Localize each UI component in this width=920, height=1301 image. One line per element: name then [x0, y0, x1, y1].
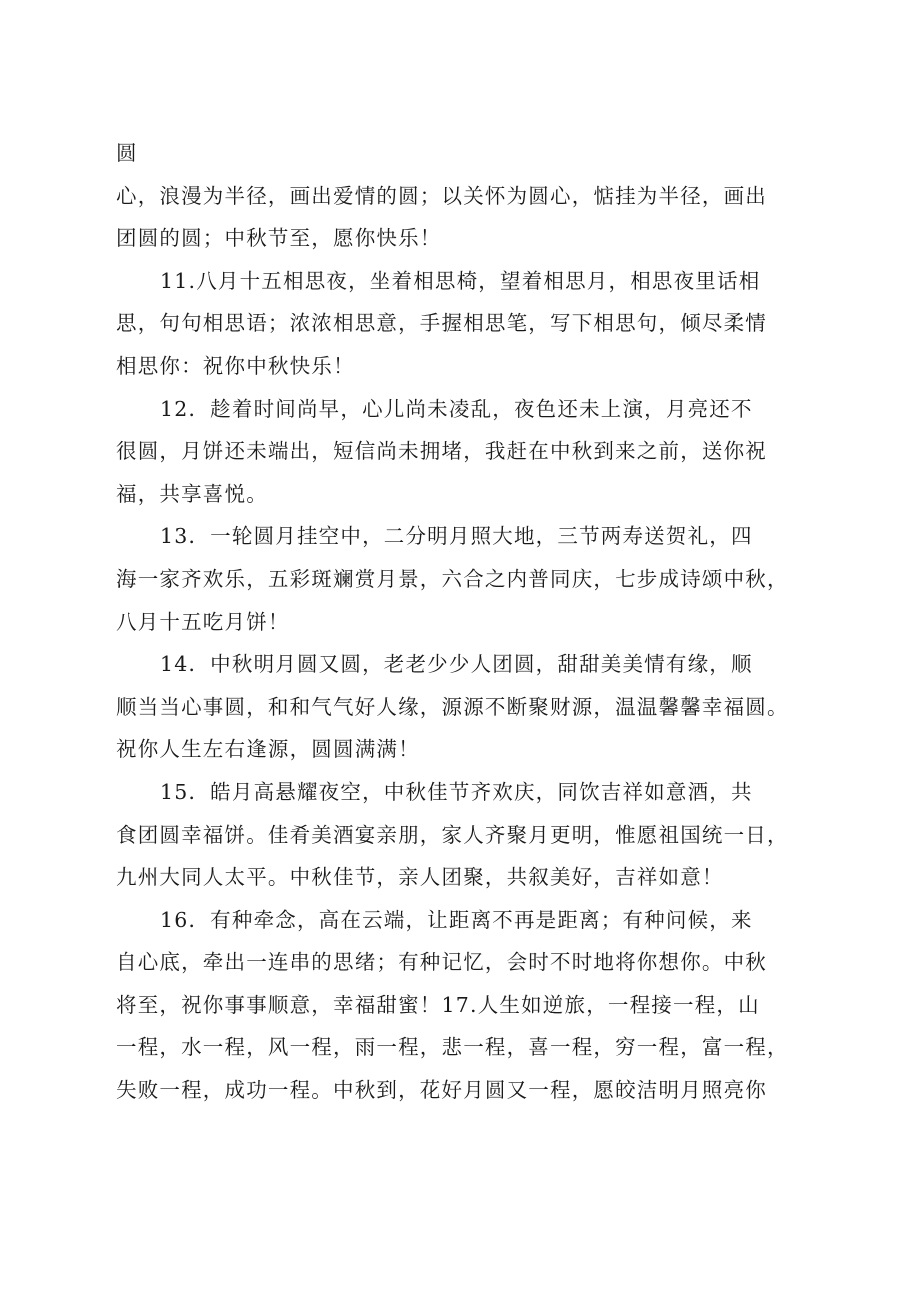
text-line: 顺当当心事圆，和和气气好人缘，源源不断聚财源，温温馨馨幸福圆。: [116, 694, 789, 719]
paragraph-15-first-line: 15．皓月高悬耀夜空，中秋佳节齐欢庆，同饮吉祥如意酒，共: [160, 779, 753, 804]
text-line: 失败一程，成功一程。中秋到，花好月圆又一程，愿皎洁明月照亮你: [116, 1078, 767, 1103]
paragraph-13-first-line: 13．一轮圆月挂空中，二分明月照大地，三节两寿送贺礼，四: [160, 524, 753, 549]
text-line: 九州大同人太平。中秋佳节，亲人团聚，共叙美好，吉祥如意！: [116, 865, 724, 890]
text-line: 将至，祝你事事顺意，幸福甜蜜！17.人生如逆旅，一程接一程，山: [116, 992, 760, 1017]
text-line: 自心底，牵出一连串的思绪；有种记忆，会时不时地将你想你。中秋: [116, 950, 767, 975]
text-line: 思，句句相思语；浓浓相思意，手握相思笔，写下相思句，倾尽柔情: [116, 311, 767, 336]
text-line: 很圆，月饼还未端出，短信尚未拥堵，我赶在中秋到来之前，送你祝: [116, 439, 767, 464]
text-line: 祝你人生左右逢源，圆圆满满！: [116, 737, 420, 762]
text-line: 圆: [116, 141, 138, 165]
text-line: 海一家齐欢乐，五彩斑斓赏月景，六合之内普同庆，七步成诗颂中秋，: [116, 566, 789, 591]
text-line: 相思你：祝你中秋快乐！: [116, 353, 355, 378]
paragraph-12-first-line: 12．趁着时间尚早，心儿尚未凌乱，夜色还未上演，月亮还不: [160, 396, 753, 421]
text-line: 团圆的圆；中秋节至，愿你快乐！: [116, 226, 442, 251]
text-line: 福，共享喜悦。: [116, 481, 268, 506]
paragraph-11-first-line: 11.八月十五相思夜，坐着相思椅，望着相思月，相思夜里话相: [160, 268, 761, 293]
text-line: 食团圆幸福饼。佳肴美酒宴亲朋，家人齐聚月更明，惟愿祖国统一日，: [116, 822, 789, 847]
paragraph-16-first-line: 16．有种牵念，高在云端，让距离不再是距离；有种问候，来: [160, 907, 753, 932]
document-body: [116, 132, 802, 1112]
text-line: 心，浪漫为半径，画出爱情的圆；以关怀为圆心，惦挂为半径，画出: [116, 183, 767, 208]
text-line: 八月十五吃月饼！: [116, 609, 290, 634]
paragraph-14-first-line: 14．中秋明月圆又圆，老老少少人团圆，甜甜美美情有缘，顺: [160, 652, 753, 677]
text-line: 一程，水一程，风一程，雨一程，悲一程，喜一程，穷一程，富一程，: [116, 1035, 789, 1060]
